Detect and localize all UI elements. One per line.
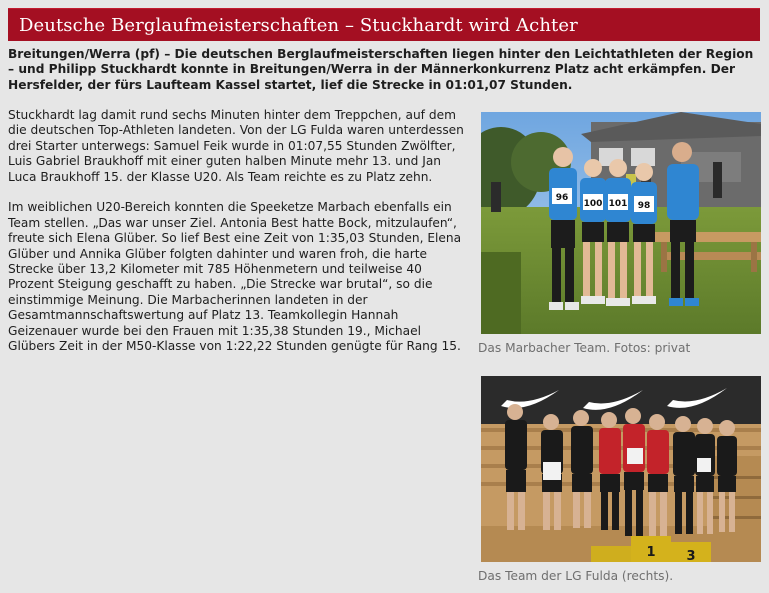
photo-caption: Das Marbacher Team. Fotos: privat <box>478 341 691 355</box>
podium-number: 3 <box>686 549 696 562</box>
article-title-bar <box>8 8 760 41</box>
figure-lg-fulda-team <box>478 376 761 583</box>
article-lead: Breitungen/Werra (pf) – Die deutschen Berglaufmeisterschaften liegen hinter den Leichtathleten der Region – und Philipp Stuckhardt konnte in Breitungen/Werra in der Männerkonkurrenz Platz acht erkämpfen. Der Hersfelder, der fürs Laufteam Kassel startet, lief die Strecke in 01:01,07 Stunden. <box>8 47 754 92</box>
figure-marbacher-team <box>478 112 761 355</box>
bib-number: 101 <box>608 199 628 209</box>
article-paragraph-2: Im weiblichen U20-Bereich konnten die Speeketze Marbach ebenfalls ein Team stellen. „Das war unser Ziel. Antonia Best hatte Bock, mitzulaufen“, freute sich Elena Glüber. So lief Best eine Zeit von 1:35,03 Stunden, Elena Glüber und Annika Glüber folgten dahinter und waren froh, die harte Strecke über 13,2 Kilometer mit 785 Höhenmetern und teilweise 40 Prozent Steigung geschafft zu haben. „Die Strecke war brutal“, so die einstimmige Meinung. Die Marbacherinnen landeten in der Gesamtmannschaftswertung auf Platz 13. Teamkollegin Hannah Geizenauer wurde bei den Frauen mit 1:35,38 Stunden 19., Michael Glübers Zeit in der M50-Klasse von 1:22,22 Stunden genügte für Rang 15. <box>8 200 462 354</box>
article-body <box>8 108 466 370</box>
podium-number: 1 <box>646 545 656 560</box>
photo-caption: Das Team der LG Fulda (rechts). <box>478 569 674 583</box>
photo-lg-fulda-team <box>481 376 761 562</box>
article-paragraph-1: Stuckhardt lag damit rund sechs Minuten hinter dem Treppchen, auf dem die deutschen Top-Athleten landeten. Von der LG Fulda waren unterdessen drei Starter unterwegs: Samuel Feik wurde in 01:07,55 Stunden Zwölfter, Luis Gabriel Braukhoff mit einer guten halben Minute mehr 13. und Jan Luca Braukhoff 15. der Klasse U20. Als Team reichte es zu Platz zehn. <box>8 108 464 184</box>
bib-number: 100 <box>583 199 603 209</box>
bib-number: 96 <box>555 193 569 203</box>
bib-number: 98 <box>637 201 651 211</box>
photo-marbacher-team <box>481 112 761 334</box>
article-title: Deutsche Berglaufmeisterschaften – Stuckhardt wird Achter <box>19 15 578 36</box>
